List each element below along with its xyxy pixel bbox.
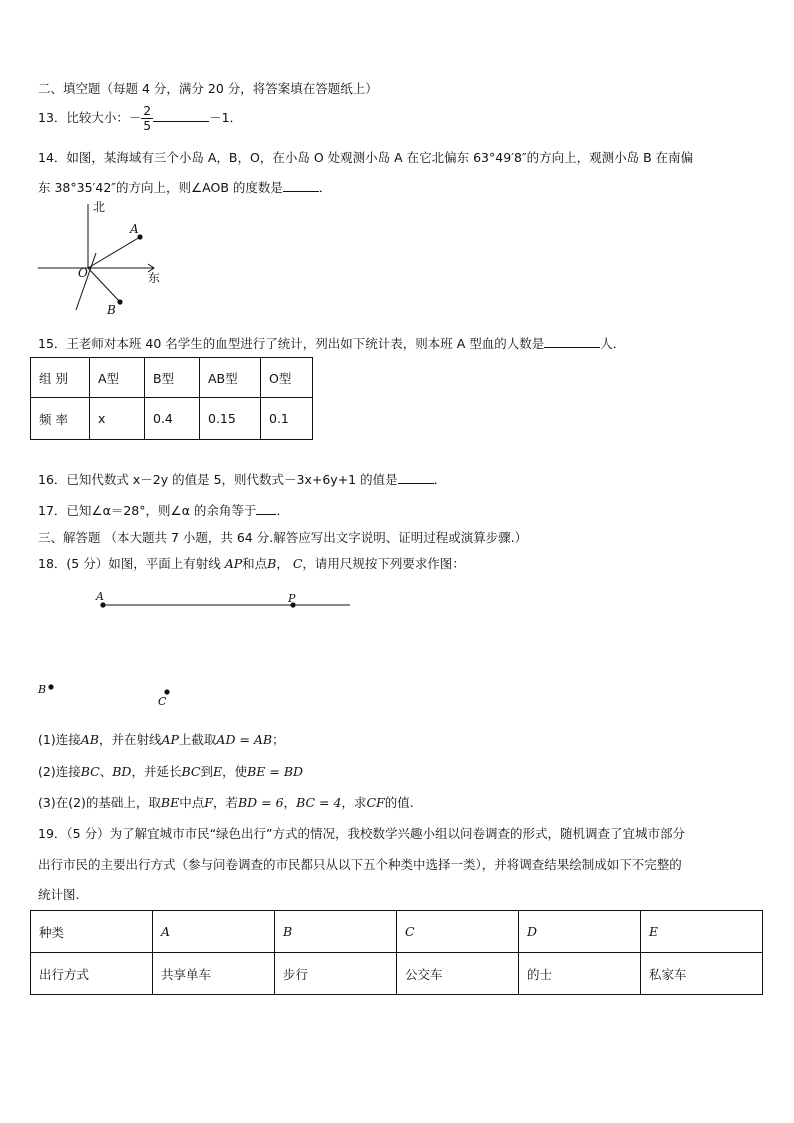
q14-line2-text: 东 38°35′42″的方向上，则∠AOB 的度数是 <box>38 180 283 195</box>
math-f: F <box>204 795 213 810</box>
point-c-dot <box>164 689 169 694</box>
table-cell: 出行方式 <box>31 953 153 995</box>
step-text: 的值. <box>384 795 414 810</box>
q18-step-2 <box>38 762 303 780</box>
table-cell: AB型 <box>200 358 261 398</box>
table-cell: C <box>397 911 519 953</box>
math-bc: BC <box>80 764 100 779</box>
table-cell: 步行 <box>275 953 397 995</box>
q14-north-label: 北 <box>93 200 106 214</box>
math-ap: AP <box>161 732 179 747</box>
q18-step-3 <box>38 793 414 811</box>
step-text: ，并在射线 <box>98 732 162 747</box>
table-cell: 0.1 <box>261 398 313 440</box>
table-row <box>31 911 763 953</box>
table-cell: 组 别 <box>31 358 90 398</box>
q19-line3: 统计图. <box>38 887 80 902</box>
q15-end: 人． <box>600 336 626 351</box>
table-cell: B <box>275 911 397 953</box>
q18-tail: ，请用尺规按下列要求作图： <box>302 556 465 571</box>
q16-text: 16．已知代数式 x－2y 的值是 5，则代数式－3x+6y+1 的值是 <box>38 472 398 487</box>
q14-line2 <box>38 178 331 196</box>
table-cell: 共享单车 <box>153 953 275 995</box>
table-cell: 公交车 <box>397 953 519 995</box>
section-title-fill-in: 二、填空题（每题 4 分，满分 20 分，将答案填在答题纸上） <box>38 81 378 96</box>
q18-point-b-label: B <box>38 683 47 696</box>
q13-prefix: 13．比较大小： <box>38 110 129 125</box>
table-cell: E <box>641 911 763 953</box>
step-text: ，若 <box>212 795 238 810</box>
q13-answer-blank <box>153 109 209 122</box>
q14-origin-label: O <box>78 266 88 280</box>
line-ob-extension <box>76 253 96 310</box>
point-b-dot <box>117 299 122 304</box>
q14-point-b-label: B <box>107 303 116 317</box>
math-ad-eq-ab: AD = AB <box>216 732 273 747</box>
question-16 <box>38 470 446 488</box>
math-bd: BD <box>112 764 132 779</box>
step-text: 到 <box>200 764 213 779</box>
table-cell: 0.4 <box>145 398 200 440</box>
q14-answer-blank <box>283 179 319 192</box>
table-cell: O型 <box>261 358 313 398</box>
q14-line2-end: ． <box>318 180 332 195</box>
point-a-dot <box>100 602 105 607</box>
q13-numerator: 2 <box>143 104 152 118</box>
travel-mode-table <box>30 910 763 995</box>
q15-question: 15．王老师对本班 40 名学生的血型进行了统计，列出如下统计表，则本班 A 型血的人数是 <box>38 336 545 351</box>
table-cell: 私家车 <box>641 953 763 995</box>
q14-line1: 14．如图，某海域有三个小岛 A，B，O，在小岛 O 处观测小岛 A 在它北偏东 63°49′8″的方向上，观测小岛 B 在南偏 <box>38 150 694 165</box>
q18-step-1 <box>38 730 285 748</box>
q18-point-c-label: C <box>158 695 167 708</box>
table-cell: 频 率 <box>31 398 90 440</box>
math-e: E <box>212 764 223 779</box>
table-cell: 0.15 <box>200 398 261 440</box>
table-row <box>31 358 313 398</box>
q13-denominator: 5 <box>143 119 152 133</box>
q18-c: C <box>292 556 303 571</box>
q18-ap: AP <box>224 556 243 571</box>
math-bd-eq-6: BD = 6 <box>237 795 284 810</box>
table-cell: A型 <box>90 358 145 398</box>
table-cell: x <box>90 398 145 440</box>
q14-east-label: 东 <box>148 271 161 285</box>
q18-ray-figure <box>90 595 360 615</box>
question-13 <box>38 103 242 133</box>
q15-answer-blank <box>544 335 600 348</box>
q18-and: 和点 <box>242 556 268 571</box>
step-text: 、 <box>99 764 113 779</box>
step-text: ，求 <box>341 795 367 810</box>
q18-head: 18．(5 分）如图，平面上有射线 <box>38 556 221 571</box>
q18-point-a-label: A <box>96 590 104 603</box>
math-bc-eq-4: BC = 4 <box>296 795 342 810</box>
math-be-eq-bd: BE = BD <box>247 764 304 779</box>
q19-line2: 出行市民的主要出行方式（参与问卷调查的市民都只从以下五个种类中选择一类），并将调查结果绘制成如下不完整的 <box>38 857 682 872</box>
q14-point-a-label: A <box>130 222 139 236</box>
table-cell: 种类 <box>31 911 153 953</box>
q16-answer-blank <box>398 471 434 484</box>
point-b-dot <box>48 684 53 689</box>
math-cf: CF <box>366 795 385 810</box>
table-row <box>31 953 763 995</box>
q17-end: ． <box>276 503 289 518</box>
step-text: 中点 <box>179 795 205 810</box>
step-text: (2)连接 <box>38 764 81 779</box>
math-bc: BC <box>181 764 201 779</box>
q14-compass-figure <box>36 198 176 322</box>
q17-text: 17．已知∠α＝28°，则∠α 的余角等于 <box>38 503 257 518</box>
math-be: BE <box>160 795 180 810</box>
table-row <box>31 398 313 440</box>
step-text: 上截取 <box>178 732 217 747</box>
q15-text <box>38 334 625 352</box>
step-text: (1)连接 <box>38 732 81 747</box>
ray-ob <box>88 268 120 302</box>
blood-type-table <box>30 357 313 440</box>
question-18: 18．(5 分）如图，平面上有射线 AP和点B， C，请用尺规按下列要求作图： <box>38 556 465 571</box>
section-title-solve: 三、解答题 （本大题共 7 小题，共 64 分.解答应写出文字说明、证明过程或演算步骤.） <box>38 530 528 545</box>
table-cell: B型 <box>145 358 200 398</box>
table-cell: D <box>519 911 641 953</box>
table-cell: A <box>153 911 275 953</box>
q17-answer-blank <box>256 502 276 515</box>
table-cell: 的士 <box>519 953 641 995</box>
step-text: ，并延长 <box>131 764 182 779</box>
q18-b: B <box>267 556 277 571</box>
q16-end: ． <box>433 472 447 487</box>
step-text: ， <box>283 795 297 810</box>
step-text: (3)在(2)的基础上，取 <box>38 795 161 810</box>
step-text: ，使 <box>222 764 248 779</box>
question-17 <box>38 501 289 519</box>
ray-oa <box>88 237 140 268</box>
math-ab: AB <box>80 732 99 747</box>
q19-line1: 19．（5 分）为了解宜城市市民“绿色出行”方式的情况，我校数学兴趣小组以问卷调查的形式，随机调查了宜城市部分 <box>38 826 686 841</box>
q18-point-p-label: P <box>288 592 296 605</box>
q13-rhs: －1． <box>209 110 243 125</box>
q13-fraction <box>141 104 153 133</box>
step-text: ； <box>272 732 285 747</box>
q13-sign: － <box>128 110 142 125</box>
